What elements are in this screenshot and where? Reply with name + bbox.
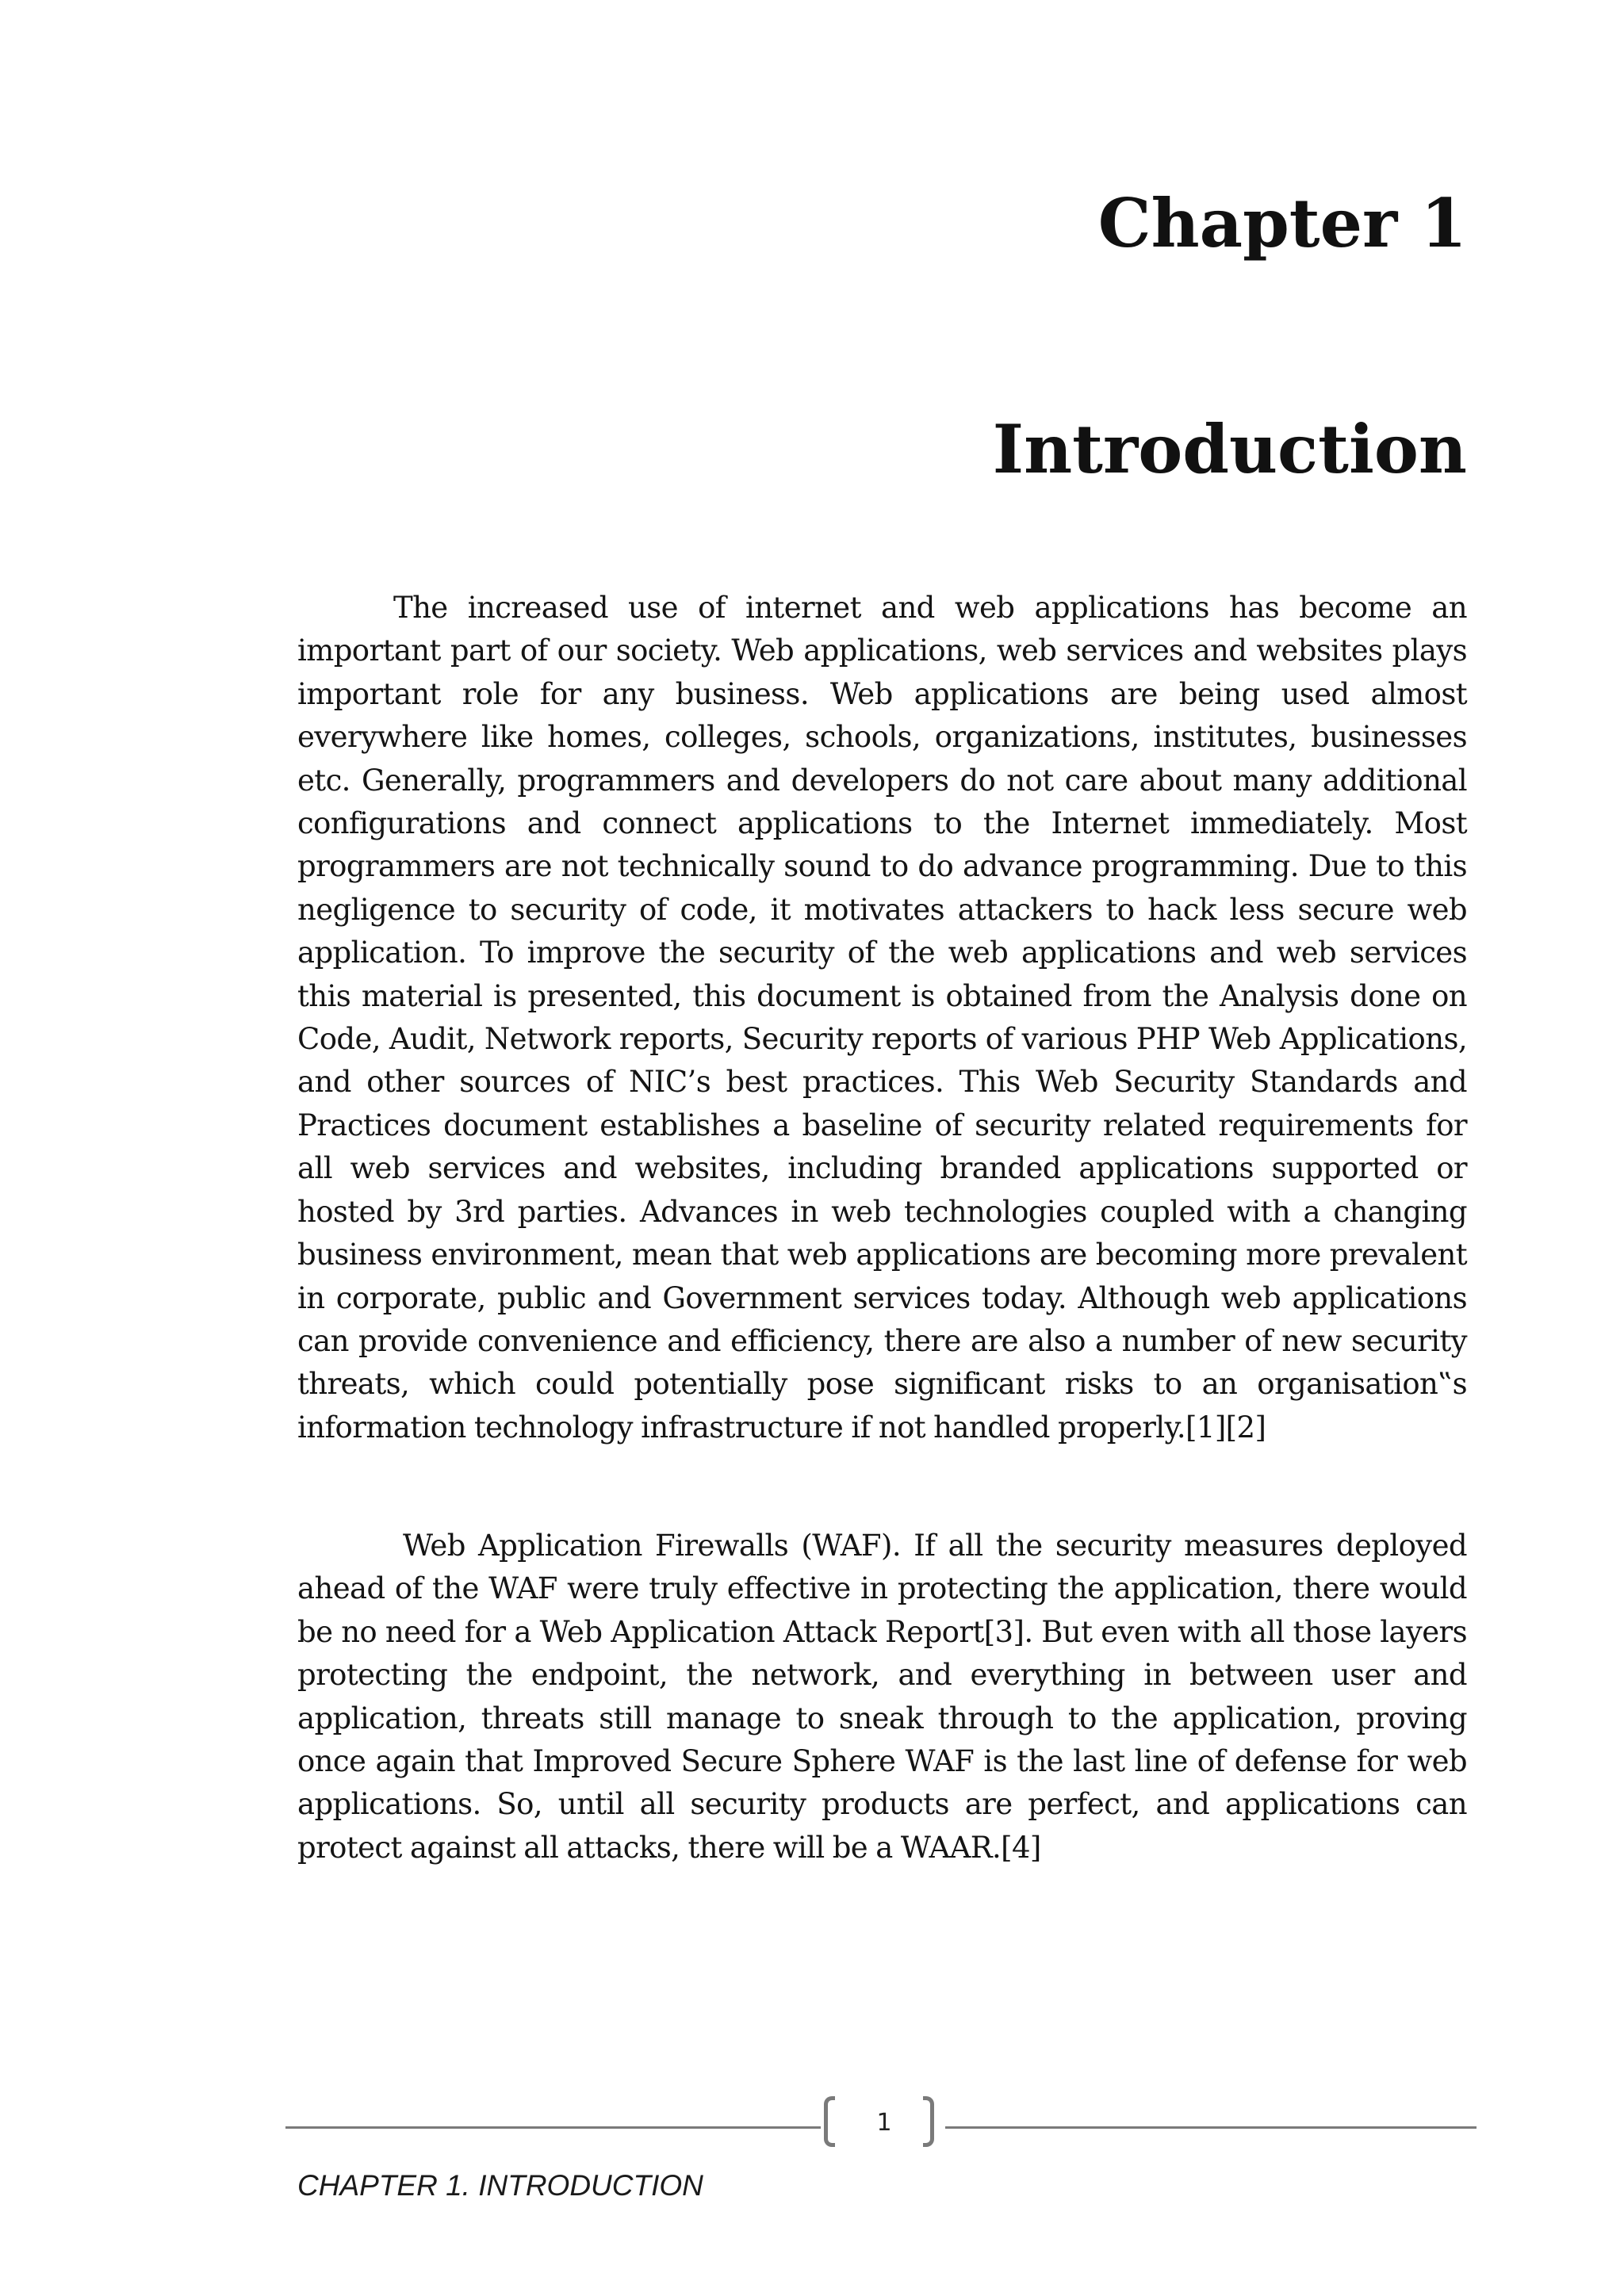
body-paragraph: Web Application Firewalls (WAF). If all the security measures deployed ahead of the WAF were truly effective in protecting the application, there would be no need for a Web Application Attack Report[3]. But even with all those layers protecting the endpoint, the network, and everything in between user and application, threats still manage to sneak through to the application, proving once again that Improved Secure Sphere WAF is the last line of defense for web applications. So, until all security products are perfect, and applications can protect against all attacks, there will be a WAAR.[4] (297, 1529, 1467, 1865)
chapter-heading: Chapter 1 (1097, 184, 1467, 262)
right-brace-decoration (923, 2096, 934, 2147)
body-paragraph: The increased use of internet and web applications has become an important part of our society. Web applications, web services and websites plays important role for any business. Web applications are being used almost everywhere like homes, colleges, schools, organizations, institutes, businesses etc. Generally, programmers and developers do not care about many additional configurations and connect applications to the Internet immediately. Most programmers are not technically sound to do advance programming. Due to this negligence to security of code, it motivates attackers to hack less secure web application. To improve the security of the web applications and web services this material is presented, this document is obtained from the Analysis done on Code, Audit, Network reports, Security reports of various PHP Web Applications, and other sources of NIC’s best practices. This Web Security Standards and Practices document establishes a baseline of security related requirements for all web services and websites, including branded applications supported or hosted by 3rd parties. Advances in web technologies coupled with a changing business environment, mean that web applications are becoming more prevalent in corporate, public and Government services today. Although web applications can provide convenience and efficiency, there are also a number of new security threats, which could potentially pose significant risks to an organisation‟s information technology infrastructure if not handled properly.[1][2] (297, 591, 1467, 1445)
page-number: 1 (876, 2109, 892, 2137)
chapter-title: Introduction (992, 410, 1467, 488)
footer-rule-left (285, 2126, 821, 2129)
running-footer: CHAPTER 1. INTRODUCTION (297, 2169, 703, 2202)
footer-rule-right (945, 2126, 1477, 2129)
left-brace-decoration (824, 2096, 835, 2147)
